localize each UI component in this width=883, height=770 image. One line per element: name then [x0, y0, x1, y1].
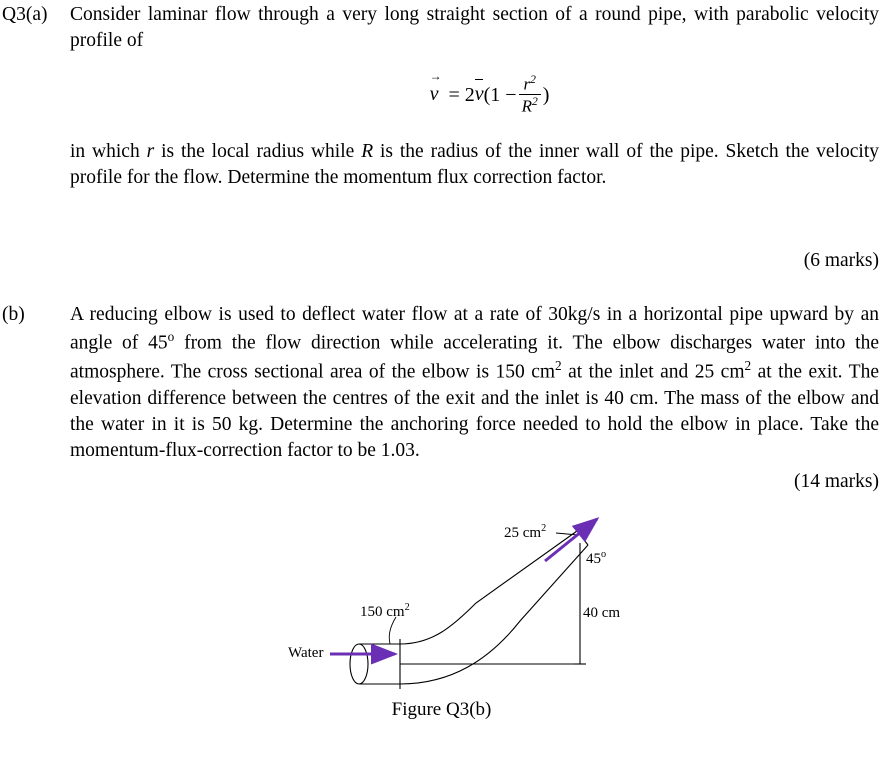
inlet-area-sup: 2	[404, 601, 410, 613]
angle-degree-sup: o	[601, 548, 607, 560]
equation-close-paren: )	[542, 83, 550, 106]
inlet-area-leader-line	[389, 617, 396, 644]
question-3b-text-2: from the flow direction while accelerating it. The elbow discharges water into the atmosphere. The cross sectional area of the elbow is 150 cm	[70, 332, 879, 383]
angle-value: 45	[586, 550, 601, 567]
question-3b-body	[70, 302, 879, 465]
question-3a	[0, 2, 883, 192]
question-3a-body	[70, 2, 879, 192]
inlet-name-label: Water	[288, 644, 324, 661]
question-3b-text-4: at the exit. The elevation difference between the centres of the exit and the inlet is 40 cm. The mass of the elbow and the water in it is 50 kg. Determine the anchoring force needed to hold the elbow in place. Take the momentum-flux-correction factor to be 1.03.	[70, 361, 879, 462]
question-3b-label: (b)	[2, 303, 25, 325]
fraction-denominator-exponent: 2	[531, 95, 538, 109]
fraction-numerator-exponent: 2	[530, 72, 536, 86]
angle-label	[586, 549, 606, 568]
question-3b-marks: (14 marks)	[793, 470, 879, 492]
area-exponent-inlet: 2	[555, 357, 562, 373]
equation-equals: =	[443, 83, 465, 106]
symbol-r: r	[146, 141, 155, 162]
fraction-numerator-symbol: r	[523, 74, 531, 94]
exit-area-sup: 2	[541, 522, 547, 534]
question-3a-marks: (6 marks)	[803, 249, 879, 271]
inlet-area-label	[360, 602, 410, 621]
exit-area-label	[504, 523, 546, 542]
question-3b	[0, 302, 883, 465]
degree-symbol: o	[167, 328, 175, 344]
equation-open-paren: (1 −	[483, 83, 517, 106]
equation-fraction-numerator	[519, 74, 541, 95]
symbol-R: R	[361, 141, 374, 162]
equation-mean-velocity: v	[475, 81, 484, 108]
followup-text-2: is the local radius while	[154, 141, 362, 162]
equation-fraction-denominator	[519, 94, 541, 116]
exam-question-page	[0, 2, 883, 770]
inlet-area-value: 150 cm	[360, 603, 405, 620]
followup-text-3: is the radius of the inner wall of the pipe. Sketch the velocity profile for the flow. Determine the momentum flux correction factor.	[70, 141, 879, 189]
figure-q3b	[0, 499, 883, 729]
velocity-profile-equation	[70, 72, 879, 117]
question-3a-label: Q3(a)	[2, 4, 48, 25]
question-3b-text-3: at the inlet and 25 cm	[561, 361, 745, 383]
exit-area-value: 25 cm	[504, 524, 542, 541]
equation-coefficient: 2	[464, 83, 475, 106]
fraction-denominator-symbol: R	[521, 96, 532, 116]
elbow-lower-wall	[400, 545, 588, 684]
area-exponent-exit: 2	[744, 357, 752, 373]
question-3a-followup-text	[70, 139, 879, 192]
equation-fraction	[519, 74, 541, 116]
elevation-label: 40 cm	[583, 604, 621, 621]
elbow-diagram-svg	[0, 499, 883, 729]
inlet-pipe-opening	[350, 644, 368, 684]
followup-text-1: in which	[70, 141, 147, 162]
question-3b-text-1: A reducing elbow is used to deflect water flow at a rate of 30kg/s in a horizontal pipe upward by an angle of 45	[70, 303, 879, 354]
question-3a-intro-text: Consider laminar flow through a very long straight section of a round pipe, with parabolic velocity profile of	[70, 4, 879, 52]
figure-caption: Figure Q3(b)	[391, 698, 492, 720]
equation-lhs: v →	[430, 81, 439, 108]
